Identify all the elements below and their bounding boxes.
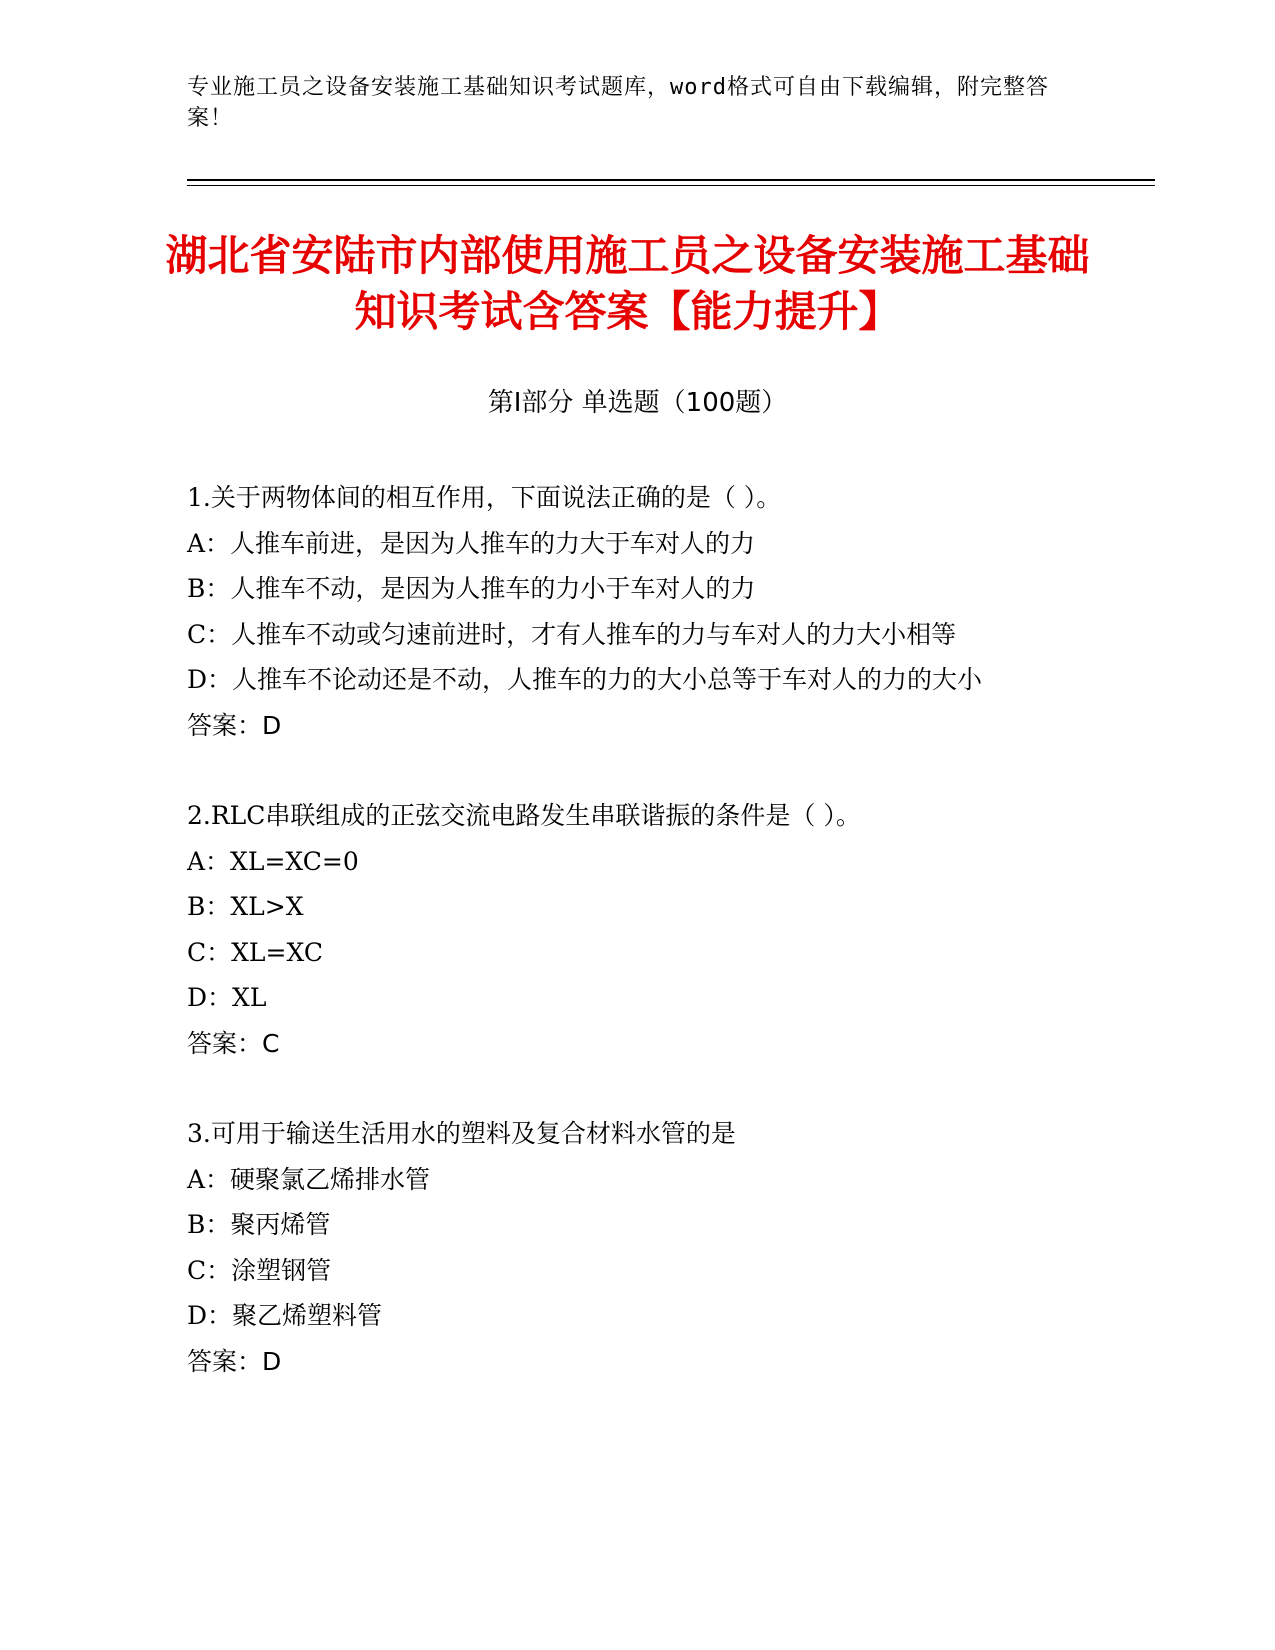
- option-a: A：硬聚氯乙烯排水管: [187, 1164, 431, 1194]
- question-1: [187, 475, 1077, 748]
- header-divider-thin: [187, 185, 1155, 186]
- question-stem: 3.可用于输送生活用水的塑料及复合材料水管的是: [187, 1119, 736, 1148]
- option-d: D：聚乙烯塑料管: [187, 1301, 383, 1330]
- question-stem: 2.RLC串联组成的正弦交流电路发生串联谐振的条件是（ ）。: [187, 801, 861, 830]
- question-3: [187, 1111, 1077, 1384]
- header-divider: [187, 179, 1155, 181]
- document-title: 湖北省安陆市内部使用施工员之设备安装施工基础知识考试含答案【能力提升】: [165, 231, 1090, 336]
- option-a: A：人推车前进，是因为人推车的力大于车对人的力: [187, 528, 756, 558]
- option-d: D：人推车不论动还是不动，人推车的力的大小总等于车对人的力的大小: [187, 665, 983, 694]
- option-c: C：XL=XC: [187, 937, 323, 967]
- option-c: C：人推车不动或匀速前进时，才有人推车的力与车对人的力大小相等: [187, 619, 957, 649]
- question-list: [187, 475, 1077, 1429]
- option-b: B：XL>X: [187, 892, 304, 921]
- option-b: B：人推车不动，是因为人推车的力小于车对人的力: [187, 574, 756, 603]
- option-a: A：XL=XC=0: [187, 846, 359, 876]
- answer: 答案：C: [187, 1028, 280, 1058]
- option-d: D：XL: [187, 983, 267, 1012]
- option-b: B：聚丙烯管: [187, 1210, 331, 1239]
- question-stem: 1.关于两物体间的相互作用，下面说法正确的是（ ）。: [187, 483, 782, 512]
- section-title: 第Ⅰ部分 单选题（100题）: [487, 388, 788, 418]
- option-c: C：涂塑钢管: [187, 1255, 332, 1285]
- answer: 答案：D: [187, 1346, 282, 1376]
- question-2: [187, 793, 1077, 1066]
- page-header: 专业施工员之设备安装施工基础知识考试题库，word格式可自由下载编辑，附完整答案！: [187, 75, 1049, 131]
- answer: 答案：D: [187, 710, 282, 740]
